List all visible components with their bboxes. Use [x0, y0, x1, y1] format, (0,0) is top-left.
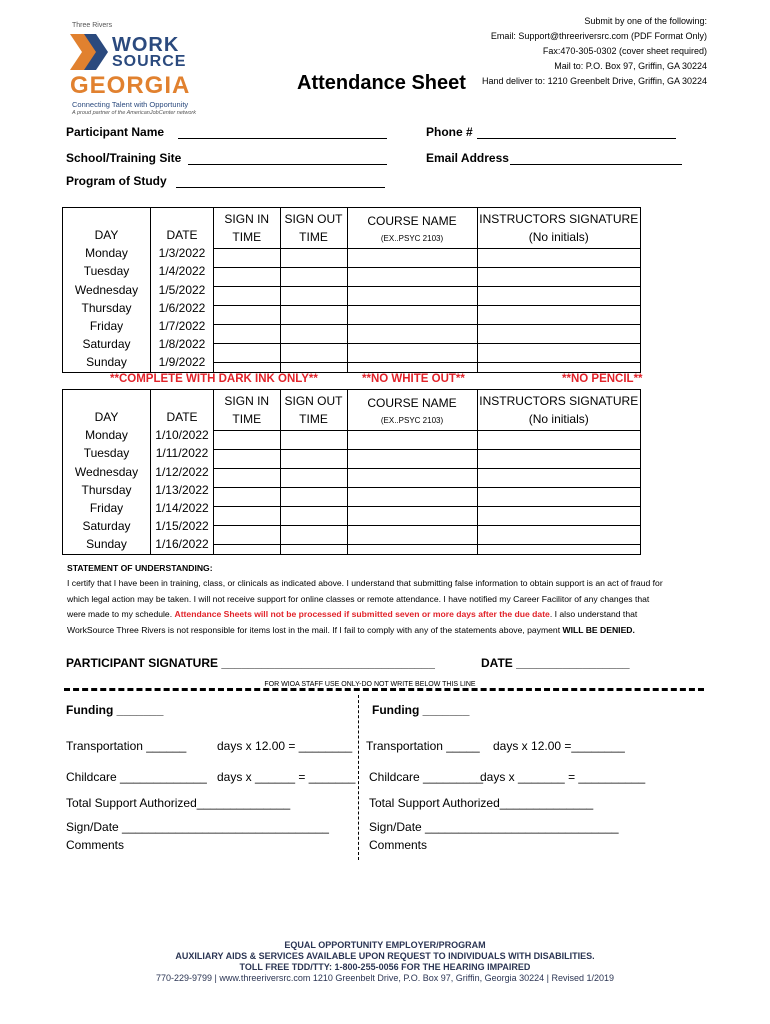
- course-cell[interactable]: [347, 431, 477, 450]
- sign-out-header: SIGN OUT TIME: [280, 208, 347, 249]
- day-cell: Wednesday: [74, 464, 139, 479]
- date-cell: 1/16/2022: [155, 537, 209, 552]
- phone-label: Phone #: [426, 125, 473, 139]
- signature-cell[interactable]: [477, 249, 640, 268]
- course-cell[interactable]: [347, 268, 477, 287]
- day-column: [63, 208, 151, 373]
- day-column: [63, 390, 151, 555]
- statement-heading: STATEMENT OF UNDERSTANDING:: [67, 563, 213, 573]
- signature-cell[interactable]: [477, 469, 640, 488]
- sign-out-header: SIGN OUT TIME: [280, 390, 347, 431]
- sign-in-header: SIGN IN TIME: [214, 208, 280, 249]
- childcare-days-left[interactable]: days x ______ = _______: [217, 770, 356, 784]
- signature-cell[interactable]: [477, 306, 640, 325]
- instructor-header: INSTRUCTORS SIGNATURE (No initials): [477, 390, 640, 431]
- program-label: Program of Study: [66, 174, 167, 188]
- day-cell: Thursday: [81, 300, 132, 315]
- dark-ink-warning: **COMPLETE WITH DARK INK ONLY**: [110, 373, 318, 385]
- program-field[interactable]: [176, 175, 385, 188]
- date-cell: 1/8/2022: [158, 337, 206, 352]
- date-column: [151, 208, 214, 373]
- sign-out-cell[interactable]: [280, 325, 347, 344]
- school-field[interactable]: [188, 152, 387, 165]
- sign-in-cell[interactable]: [214, 325, 280, 344]
- sign-out-cell[interactable]: [280, 450, 347, 469]
- day-cell: Monday: [85, 246, 128, 261]
- day-cell: Monday: [85, 428, 128, 443]
- sign-out-cell[interactable]: [280, 545, 347, 555]
- attendance-table-week1: [62, 207, 641, 373]
- logo-partner: A proud partner of the AmericanJobCenter network: [72, 110, 197, 116]
- signature-cell[interactable]: [477, 488, 640, 507]
- participant-name-label: Participant Name: [66, 125, 165, 139]
- signature-cell[interactable]: [477, 287, 640, 306]
- date-cell: 1/12/2022: [155, 464, 209, 479]
- signdate-right[interactable]: Sign/Date _____________________________: [369, 820, 619, 834]
- denied-warning: WILL BE DENIED.: [562, 624, 635, 635]
- sign-out-cell[interactable]: [280, 526, 347, 545]
- day-cell: Friday: [89, 319, 124, 334]
- course-cell[interactable]: [347, 450, 477, 469]
- day-cell: Tuesday: [83, 446, 130, 461]
- signature-cell[interactable]: [477, 325, 640, 344]
- date-cell: 1/7/2022: [158, 319, 206, 334]
- date-header: DATE: [166, 228, 198, 242]
- sign-out-cell[interactable]: [280, 469, 347, 488]
- childcare-right[interactable]: Childcare _________: [369, 770, 484, 784]
- sign-out-cell[interactable]: [280, 507, 347, 526]
- footer-tdd: TOLL FREE TDD/TTY: 1-800-255-0056 FOR THE HEARING IMPAIRED: [239, 962, 531, 972]
- signature-cell[interactable]: [477, 268, 640, 287]
- sign-in-cell[interactable]: [214, 469, 280, 488]
- date-cell: 1/4/2022: [158, 264, 206, 279]
- footer-contact: 770-229-9799 | www.threeriversrc.com 1210 Greenbelt Drive, P.O. Box 97, Griffin, Georgia 30224 | Revised 1/2019: [155, 973, 615, 983]
- signature-cell[interactable]: [477, 344, 640, 363]
- email-label: Email Address: [426, 151, 509, 165]
- signin-grid: [214, 390, 641, 555]
- sign-in-cell[interactable]: [214, 488, 280, 507]
- logo-region: Three Rivers: [72, 22, 113, 29]
- no-white-out-warning: **NO WHITE OUT**: [362, 373, 465, 385]
- sign-in-cell[interactable]: [214, 249, 280, 268]
- footer-eeo: EQUAL OPPORTUNITY EMPLOYER/PROGRAM: [284, 940, 486, 950]
- day-cell: Sunday: [86, 537, 127, 552]
- sign-in-header: SIGN IN TIME: [214, 390, 280, 431]
- submit-heading: Submit by one of the following:: [584, 16, 707, 26]
- participant-signature[interactable]: PARTICIPANT SIGNATURE ________________________________: [66, 656, 435, 670]
- course-cell[interactable]: [347, 363, 477, 373]
- signature-cell[interactable]: [477, 450, 640, 469]
- sign-out-cell[interactable]: [280, 268, 347, 287]
- signature-cell[interactable]: [477, 363, 640, 373]
- total-left[interactable]: Total Support Authorized______________: [66, 796, 291, 810]
- day-cell: Thursday: [81, 482, 132, 497]
- sign-in-cell[interactable]: [214, 268, 280, 287]
- course-cell[interactable]: [347, 287, 477, 306]
- signature-cell[interactable]: [477, 526, 640, 545]
- sign-out-cell[interactable]: [280, 431, 347, 450]
- sign-in-cell[interactable]: [214, 363, 280, 373]
- transport-days-right[interactable]: days x 12.00 =________: [493, 739, 625, 753]
- sign-out-cell[interactable]: [280, 344, 347, 363]
- day-cell: Wednesday: [74, 282, 139, 297]
- logo-source: SOURCE: [112, 53, 187, 70]
- day-cell: Saturday: [82, 337, 131, 352]
- sign-in-cell[interactable]: [214, 431, 280, 450]
- signin-grid: [214, 208, 641, 373]
- course-cell[interactable]: [347, 526, 477, 545]
- email-field[interactable]: [510, 152, 682, 165]
- date-cell: 1/6/2022: [158, 300, 206, 315]
- course-cell[interactable]: [347, 469, 477, 488]
- instructor-header: INSTRUCTORS SIGNATURE (No initials): [477, 208, 640, 249]
- course-cell[interactable]: [347, 249, 477, 268]
- day-header: DAY: [94, 410, 119, 424]
- signature-cell[interactable]: [477, 507, 640, 526]
- date-cell: 1/9/2022: [158, 355, 206, 370]
- course-name-header: COURSE NAME (EX..PSYC 2103): [347, 390, 477, 431]
- statement-of-understanding: [67, 561, 667, 638]
- childcare-left[interactable]: Childcare _____________: [66, 770, 207, 784]
- course-cell[interactable]: [347, 488, 477, 507]
- submit-email: Email: Support@threeriversrc.com (PDF Format Only): [490, 31, 707, 41]
- signdate-left[interactable]: Sign/Date _______________________________: [66, 820, 329, 834]
- statement-body: I certify that I have been in training, class, or clinicals as indicated above. I understand that submitting false information to obtain support is an act of fraud for which legal action may be taken. I will not receive support for online classes or remote attendance. I have notified my Career Facilitor of any changes that were made to my schedule. Attendance Sheets will not be processed if submitted seven or more days after the due date. I also understand that WorkSource Three Rivers is not responsible for items lost in the mail. If I fail to comply with any of the statements above, payment WILL BE DENIED.: [67, 578, 663, 635]
- day-header: DAY: [94, 228, 119, 242]
- no-pencil-warning: **NO PENCIL**: [562, 373, 643, 385]
- sign-in-cell[interactable]: [214, 306, 280, 325]
- childcare-days-right[interactable]: days x _______ = __________: [480, 770, 646, 784]
- sign-in-cell[interactable]: [214, 450, 280, 469]
- sign-in-cell[interactable]: [214, 507, 280, 526]
- submit-hand: Hand deliver to: 1210 Greenbelt Drive, Griffin, GA 30224: [482, 76, 707, 86]
- sign-out-cell[interactable]: [280, 306, 347, 325]
- school-label: School/Training Site: [66, 151, 182, 165]
- deadline-warning: Attendance Sheets will not be processed if submitted seven or more days after the due date: [174, 609, 550, 620]
- transport-right[interactable]: Transportation _____: [366, 739, 480, 753]
- sign-in-cell[interactable]: [214, 344, 280, 363]
- staff-divider: [64, 688, 704, 691]
- course-cell[interactable]: [347, 325, 477, 344]
- date-column: [151, 390, 214, 555]
- sign-in-cell[interactable]: [214, 545, 280, 555]
- logo-work: WORK: [112, 34, 180, 56]
- logo-georgia: GEORGIA: [70, 72, 191, 99]
- sign-out-cell[interactable]: [280, 363, 347, 373]
- signature-date[interactable]: DATE _________________: [481, 656, 630, 670]
- date-cell: 1/11/2022: [155, 446, 209, 461]
- course-name-header: COURSE NAME (EX..PSYC 2103): [347, 208, 477, 249]
- comments-left[interactable]: Comments: [66, 838, 125, 852]
- signature-cell[interactable]: [477, 545, 640, 555]
- staff-column-divider: [358, 695, 359, 860]
- total-right[interactable]: Total Support Authorized______________: [369, 796, 594, 810]
- sign-in-cell[interactable]: [214, 526, 280, 545]
- submit-fax: Fax:470-305-0302 (cover sheet required): [542, 46, 707, 56]
- course-cell[interactable]: [347, 507, 477, 526]
- day-cell: Tuesday: [83, 264, 130, 279]
- date-cell: 1/14/2022: [155, 501, 209, 516]
- attendance-table-week2: [62, 389, 641, 555]
- chevron-logo-icon: [70, 34, 110, 70]
- sign-out-cell[interactable]: [280, 287, 347, 306]
- sign-in-cell[interactable]: [214, 287, 280, 306]
- submit-mail: Mail to: P.O. Box 97, Griffin, GA 30224: [554, 61, 707, 71]
- course-cell[interactable]: [347, 344, 477, 363]
- page-title: Attendance Sheet: [297, 72, 466, 94]
- footer-aids: AUXILIARY AIDS & SERVICES AVAILABLE UPON REQUEST TO INDIVIDUALS WITH DISABILITIES.: [175, 951, 595, 961]
- transport-days-left[interactable]: days x 12.00 = ________: [217, 739, 353, 753]
- day-cell: Sunday: [86, 355, 127, 370]
- funding-left[interactable]: Funding _______: [66, 703, 164, 717]
- participant-name-field[interactable]: [178, 126, 387, 139]
- sign-out-cell[interactable]: [280, 488, 347, 507]
- funding-right[interactable]: Funding _______: [372, 703, 470, 717]
- date-header: DATE: [166, 410, 198, 424]
- phone-field[interactable]: [477, 126, 676, 139]
- course-cell[interactable]: [347, 306, 477, 325]
- date-cell: 1/15/2022: [155, 519, 209, 534]
- comments-right[interactable]: Comments: [369, 838, 428, 852]
- course-cell[interactable]: [347, 545, 477, 555]
- transport-left[interactable]: Transportation ______: [66, 739, 187, 753]
- day-cell: Friday: [89, 501, 124, 516]
- sign-out-cell[interactable]: [280, 249, 347, 268]
- staff-use-notice: FOR WIOA STAFF USE ONLY-DO NOT WRITE BELOW THIS LINE: [264, 681, 476, 688]
- signature-cell[interactable]: [477, 431, 640, 450]
- day-cell: Saturday: [82, 519, 131, 534]
- date-cell: 1/13/2022: [155, 482, 209, 497]
- submit-instructions: [482, 14, 707, 89]
- date-cell: 1/10/2022: [155, 428, 209, 443]
- workforce-logo: [66, 18, 206, 118]
- logo-tagline: Connecting Talent with Opportunity: [72, 100, 189, 109]
- date-cell: 1/5/2022: [158, 282, 206, 297]
- date-cell: 1/3/2022: [158, 246, 206, 261]
